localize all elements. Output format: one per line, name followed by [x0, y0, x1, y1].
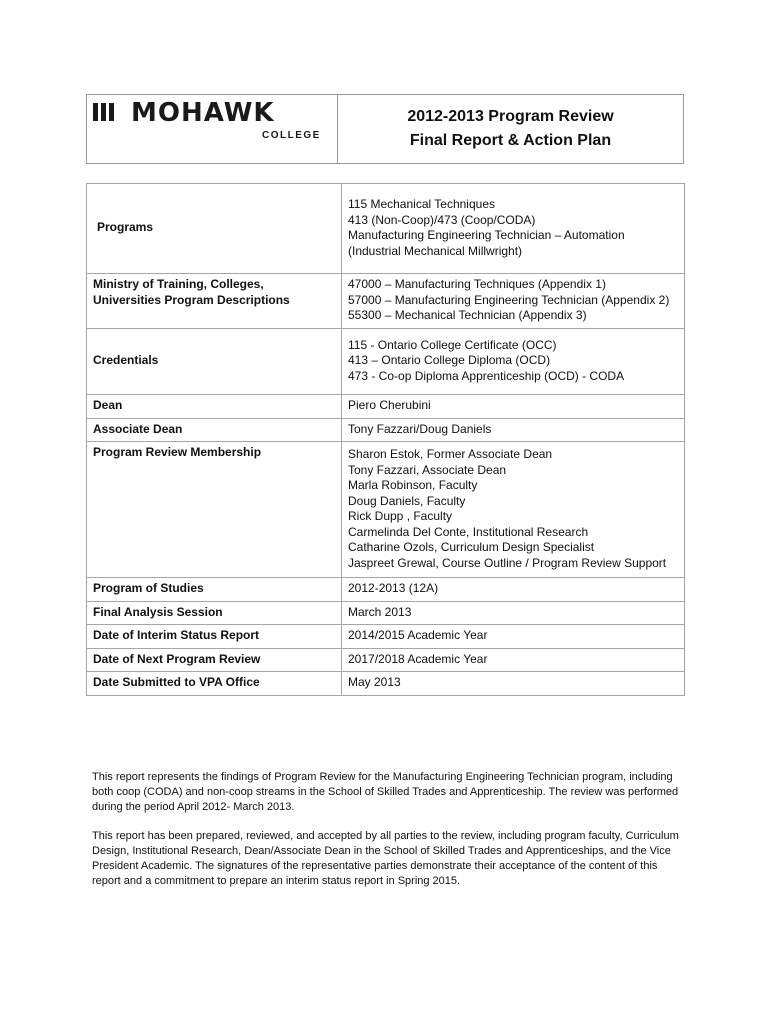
value-line: Manufacturing Engineering Technician – Automation: [348, 228, 625, 242]
row-label: Dean: [87, 395, 342, 419]
value-line: 115 - Ontario College Certificate (OCC): [348, 337, 557, 352]
row-value: [342, 442, 685, 578]
value-line: Carmelinda Del Conte, Institutional Research: [348, 524, 589, 539]
row-label: Associate Dean: [87, 418, 342, 442]
row-value: [342, 672, 685, 696]
value-line: Sharon Estok, Former Associate Dean: [348, 447, 553, 461]
table-row: [87, 395, 685, 419]
table-row: [87, 442, 685, 578]
value-line: 2017/2018 Academic Year: [348, 651, 488, 666]
row-label: Final Analysis Session: [87, 601, 342, 625]
value-line: Jaspreet Grewal, Course Outline / Program Review Support: [348, 555, 667, 570]
value-line: 47000 – Manufacturing Techniques (Appendix 1): [348, 277, 606, 291]
program-info-table: [86, 183, 685, 696]
row-label: Ministry of Training, Colleges, Universities Program Descriptions: [87, 274, 342, 329]
value-line: May 2013: [348, 675, 401, 689]
row-label: Program of Studies: [87, 578, 342, 602]
row-value: [342, 184, 685, 274]
value-line: Doug Daniels, Faculty: [348, 493, 466, 508]
value-line: 57000 – Manufacturing Engineering Technician (Appendix 2): [348, 292, 670, 307]
table-row: [87, 578, 685, 602]
row-value: [342, 328, 685, 395]
value-line: Tony Fazzari, Associate Dean: [348, 462, 507, 477]
logo-bars-icon: [93, 103, 114, 121]
table-row: [87, 418, 685, 442]
row-label: Credentials: [87, 328, 342, 395]
row-value: [342, 274, 685, 329]
table-row: [87, 601, 685, 625]
college-logo: [87, 95, 338, 163]
table-row: [87, 274, 685, 329]
value-line: 413 (Non-Coop)/473 (Coop/CODA): [348, 212, 536, 227]
report-header: [86, 94, 684, 164]
value-line: Tony Fazzari/Doug Daniels: [348, 421, 492, 436]
value-line: 413 – Ontario College Diploma (OCD): [348, 353, 551, 367]
paragraph-findings: This report represents the findings of Program Review for the Manufacturing Engineering Technician program, including both coop (CODA) and non-coop streams in the School of Skilled Trades and Apprenticeship. The review was performed during the period April 2012- March 2013.: [92, 771, 679, 813]
report-title: [338, 95, 683, 163]
value-line: Piero Cherubini: [348, 398, 431, 412]
value-line: 473 - Co-op Diploma Apprenticeship (OCD) - CODA: [348, 368, 625, 383]
row-value: [342, 418, 685, 442]
row-label: Date of Next Program Review: [87, 648, 342, 672]
value-line: March 2013: [348, 604, 412, 619]
table-row: [87, 184, 685, 274]
row-value: [342, 625, 685, 649]
report-title-line2: Final Report & Action Plan: [409, 132, 612, 149]
value-line: 2014/2015 Academic Year: [348, 628, 488, 642]
logo-subtitle: COLLEGE: [262, 130, 321, 141]
row-label: Date Submitted to VPA Office: [87, 672, 342, 696]
table-row: [87, 648, 685, 672]
value-line: Rick Dupp , Faculty: [348, 509, 453, 523]
table-row: [87, 328, 685, 395]
value-line: 55300 – Mechanical Technician (Appendix 3): [348, 308, 587, 322]
row-label: Programs: [87, 184, 342, 274]
row-value: [342, 395, 685, 419]
value-line: 115 Mechanical Techniques: [348, 197, 495, 211]
paragraph-acceptance: This report has been prepared, reviewed, and accepted by all parties to the review, including program faculty, Curriculum Design, Institutional Research, Dean/Associate Dean in the School of Skilled Trades and Apprenticeships, and the Vice President Academic. The signatures of the representative parties demonstrate their acceptance of the content of this report and a commitment to prepare an interim status report in Spring 2015.: [92, 830, 679, 887]
logo-wordmark: MOHAWK: [131, 98, 275, 128]
report-title-line1: 2012-2013 Program Review: [407, 108, 614, 125]
row-value: [342, 648, 685, 672]
row-label: Program Review Membership: [87, 442, 342, 578]
row-label: Date of Interim Status Report: [87, 625, 342, 649]
report-body: [92, 770, 682, 903]
value-line: Catharine Ozols, Curriculum Design Specialist: [348, 540, 595, 554]
table-row: [87, 625, 685, 649]
table-row: [87, 672, 685, 696]
value-line: 2012-2013 (12A): [348, 581, 439, 595]
row-value: [342, 601, 685, 625]
value-line: Marla Robinson, Faculty: [348, 478, 478, 492]
row-value: [342, 578, 685, 602]
value-line: (Industrial Mechanical Millwright): [348, 243, 523, 258]
